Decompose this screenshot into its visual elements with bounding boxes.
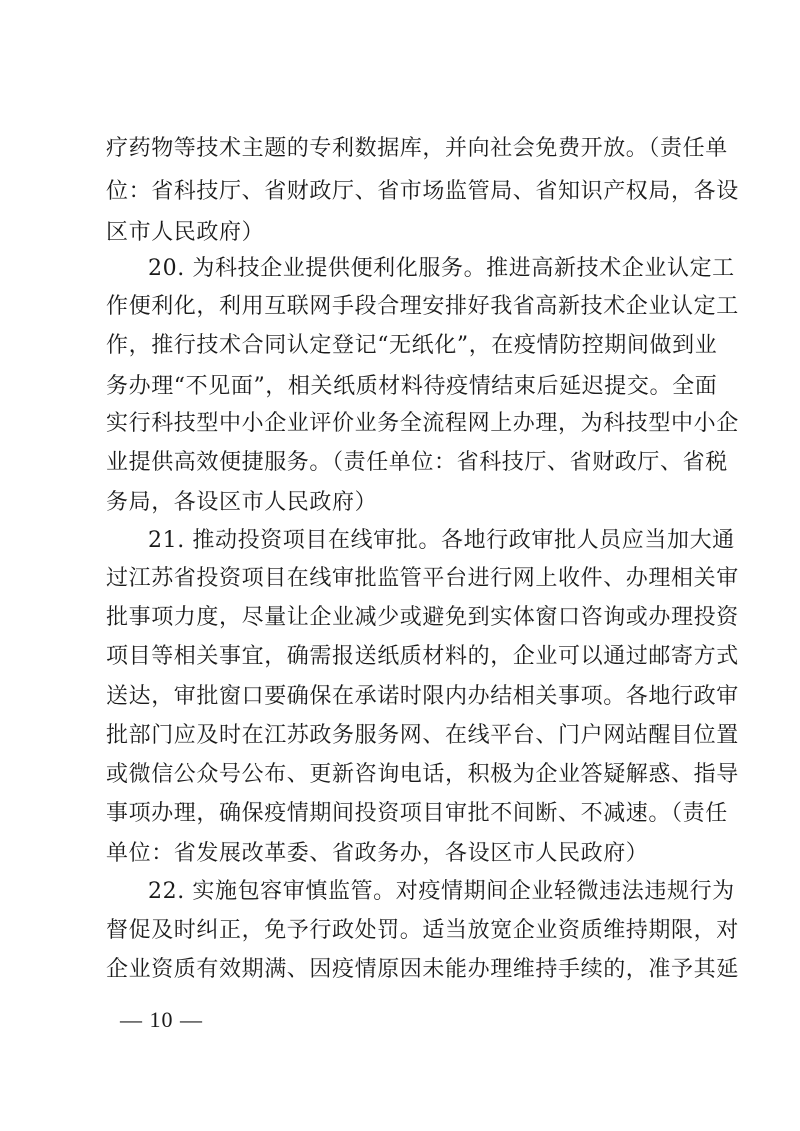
text-line: 务局，各设区市人民政府） [106, 490, 378, 515]
text-line: 务办理“不见面”，相关纸质材料待疫情结束后延迟提交。全面 [106, 374, 718, 399]
text-line: 批部门应及时在江苏政务服务网、在线平台、门户网站醒目位置 [106, 723, 739, 748]
text-line: 区市人民政府） [106, 220, 265, 245]
text-line: 作便利化，利用互联网手段合理安排好我省高新技术企业认定工 [106, 294, 739, 319]
text-line: 作，推行技术合同认定登记“无纸化”，在疫情防控期间做到业 [106, 333, 718, 358]
page-number: — 10 — [120, 1007, 203, 1032]
text-line: 企业资质有效期满、因疫情原因未能办理维持手续的，准予其延 [106, 957, 739, 982]
text-line: 疗药物等技术主题的专利数据库，并向社会免费开放。（责任单 [106, 136, 728, 161]
section-21-heading-line: 21. 推动投资项目在线审批。各地行政审批人员应当加大通 [148, 528, 735, 553]
section-22-heading-line: 22. 实施包容审慎监管。对疫情期间企业轻微违法违规行为 [148, 879, 735, 904]
text-line: 事项办理，确保疫情期间投资项目审批不间断、不减速。（责任 [106, 801, 728, 826]
text-line: 业提供高效便捷服务。（责任单位：省科技厅、省财政厅、省税 [106, 450, 728, 475]
text-line: 项目等相关事宜，确需报送纸质材料的，企业可以通过邮寄方式 [106, 644, 739, 669]
section-20-heading-line: 20. 为科技企业提供便利化服务。推进高新技术企业认定工 [148, 256, 735, 281]
text-line: 督促及时纠正，免予行政处罚。适当放宽企业资质维持期限，对 [106, 918, 739, 943]
text-line: 位：省科技厅、省财政厅、省市场监管局、省知识产权局，各设 [106, 179, 739, 204]
text-line: 或微信公众号公布、更新咨询电话，积极为企业答疑解惑、指导 [106, 762, 739, 787]
text-line: 批事项力度，尽量让企业减少或避免到实体窗口咨询或办理投资 [106, 605, 739, 630]
text-line: 实行科技型中小企业评价业务全流程网上办理，为科技型中小企 [106, 411, 739, 436]
text-line: 送达，审批窗口要确保在承诺时限内办结相关事项。各地行政审 [106, 684, 739, 709]
text-line: 单位：省发展改革委、省政务办，各设区市人民政府） [106, 841, 649, 866]
text-line: 过江苏省投资项目在线审批监管平台进行网上收件、办理相关审 [106, 566, 739, 591]
